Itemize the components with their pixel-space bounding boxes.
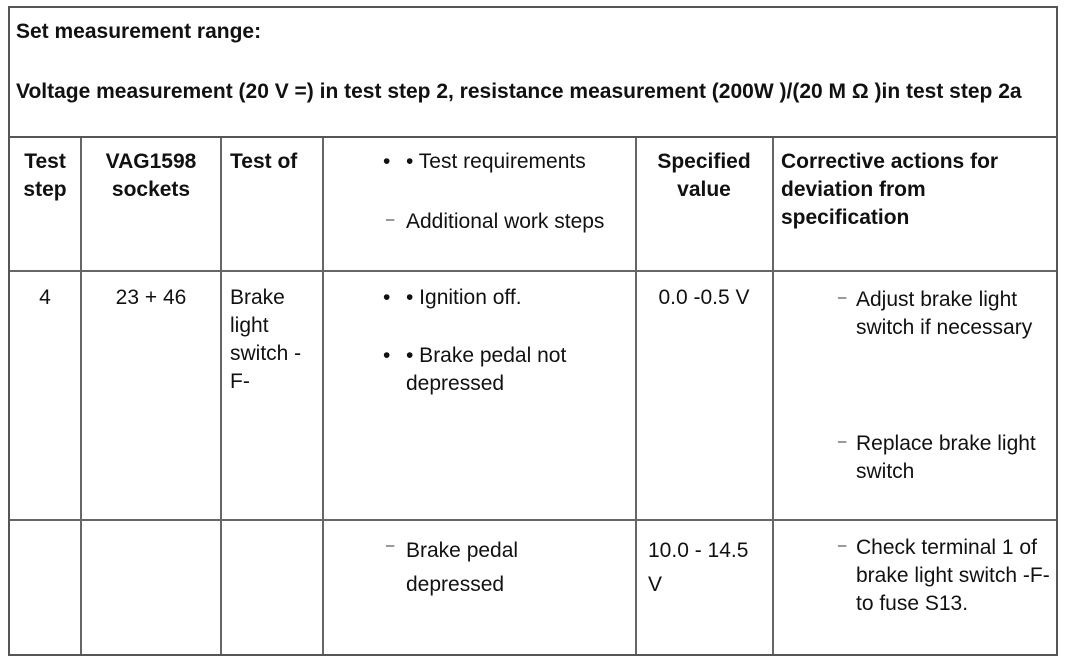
column-divider xyxy=(220,138,222,654)
row-1-test-of: Brake light switch - F- xyxy=(230,286,302,393)
row-1-requirement-1: • Ignition off. xyxy=(406,286,522,309)
header-sockets: VAG1598 sockets xyxy=(105,150,197,201)
header-test-step: Test step xyxy=(23,150,67,201)
header-test-of: Test of xyxy=(230,150,298,173)
dash-icon: – xyxy=(386,537,395,554)
row-2-action-1: Check terminal 1 of brake light switch -F- to fuse S13. xyxy=(856,536,1050,615)
dash-icon: – xyxy=(838,289,847,306)
row-divider xyxy=(10,270,1056,272)
bullet-icon: • xyxy=(383,150,391,173)
header-specified-value: Specified value xyxy=(657,150,751,201)
header-test-requirements: • Test requirements xyxy=(406,150,586,173)
row-1-action-1: Adjust brake light switch if necessary xyxy=(856,288,1033,339)
measurement-range-title: Set measurement range: xyxy=(16,20,262,43)
row-2-specified-value: 10.0 - 14.5 V xyxy=(648,539,749,596)
dash-icon: – xyxy=(838,537,847,554)
header-corrective-actions: Corrective actions for deviation from specification xyxy=(781,150,999,229)
dash-icon: – xyxy=(838,433,847,450)
row-1-requirement-2: • Brake pedal not depressed xyxy=(406,344,567,395)
measurement-range-description: Voltage measurement (20 V =) in test step 2, resistance measurement (200W )/(20 M Ω )in test step 2a xyxy=(16,80,1022,103)
row-divider xyxy=(10,519,1056,521)
column-divider xyxy=(772,138,774,654)
column-divider xyxy=(635,138,637,654)
table-header-block xyxy=(10,8,1056,138)
row-1-sockets: 23 + 46 xyxy=(115,286,187,309)
dash-icon: – xyxy=(386,211,395,228)
row-1-action-2: Replace brake light switch xyxy=(856,432,1036,483)
bullet-icon: • xyxy=(383,344,391,367)
procedure-table xyxy=(8,6,1058,656)
row-2-requirement-1: Brake pedal depressed xyxy=(406,539,519,596)
header-additional-work-steps: Additional work steps xyxy=(406,210,605,233)
row-1-test-step: 4 xyxy=(39,286,51,309)
column-divider xyxy=(80,138,82,654)
row-1-specified-value: 0.0 -0.5 V xyxy=(658,286,750,309)
column-divider xyxy=(322,138,324,654)
bullet-icon: • xyxy=(383,286,391,309)
